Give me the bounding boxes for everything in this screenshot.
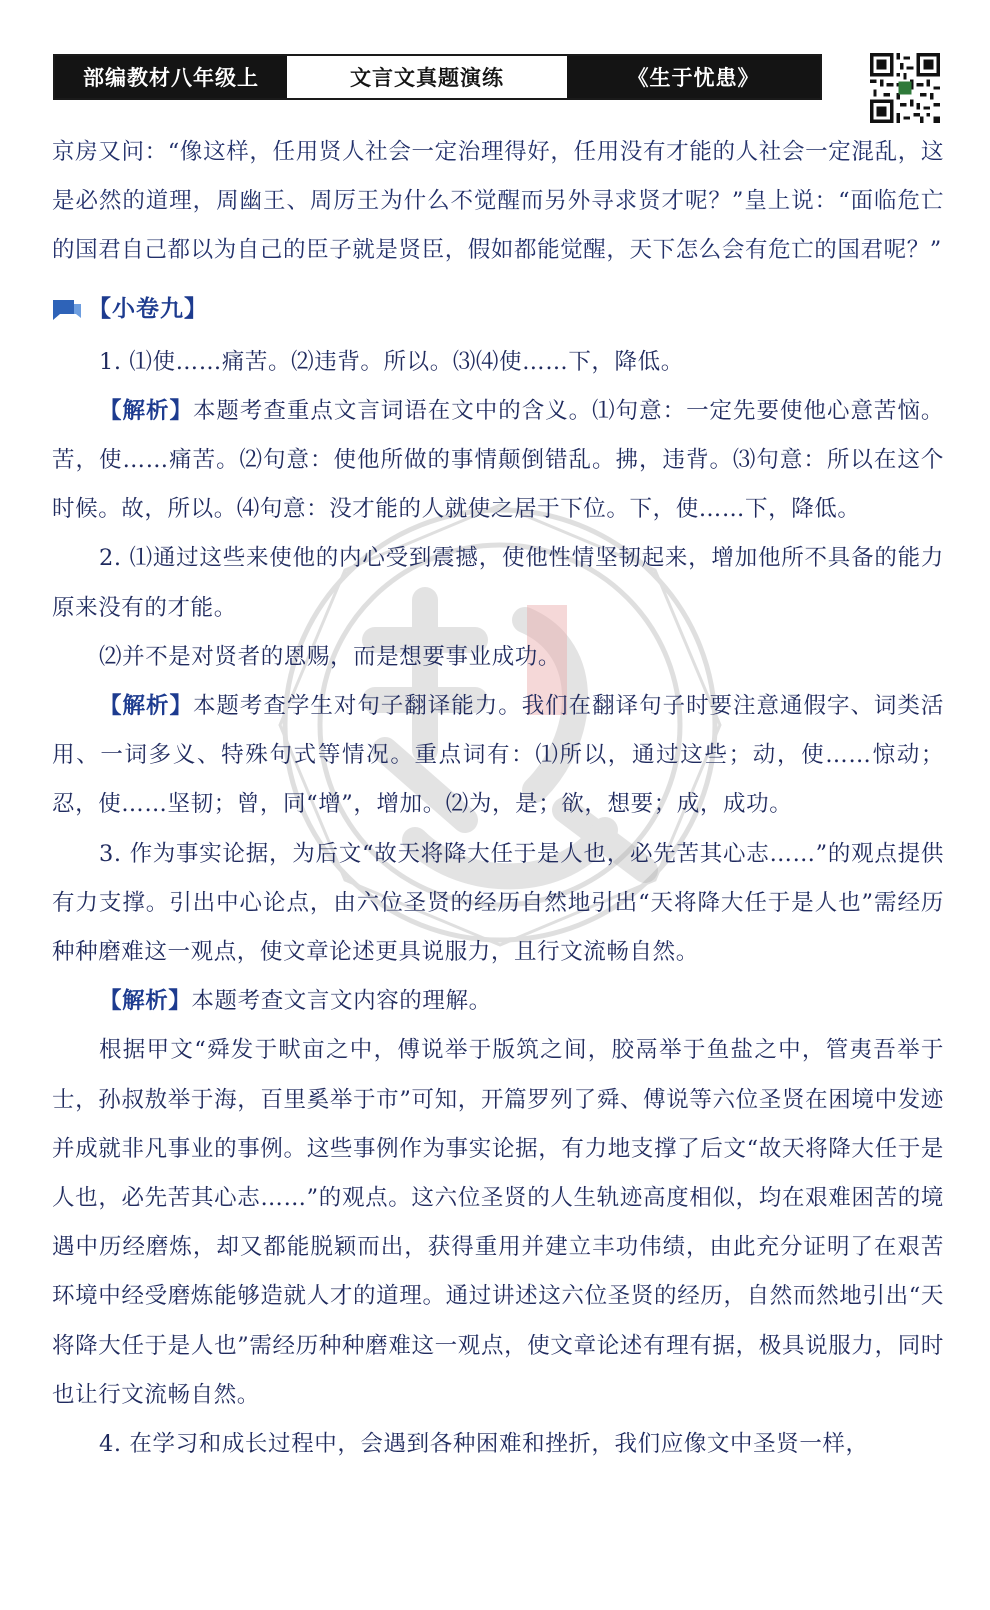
paragraph-text: 1. ⑴使……痛苦。⑵违背。所以。⑶⑷使……下，降低。: [99, 348, 684, 375]
analysis-tag: 【解析】: [99, 988, 192, 1015]
section-heading: [52, 286, 944, 338]
answer-paragraph: [52, 830, 944, 978]
header-grade: 部编教材八年级上: [55, 56, 287, 98]
analysis-paragraph: [52, 682, 944, 830]
analysis-tag: 【解析】: [99, 397, 193, 424]
answer-list: [52, 338, 944, 1470]
analysis-paragraph: [52, 977, 944, 1026]
page-content: [52, 128, 944, 1469]
paragraph-text: ⑵并不是对贤者的恩赐，而是想要事业成功。: [99, 643, 562, 670]
paragraph-text: 4. 在学习和成长过程中，会遇到各种困难和挫折，我们应像文中圣贤一样，: [99, 1431, 869, 1458]
analysis-paragraph: [52, 387, 944, 535]
answer-paragraph: [52, 1026, 944, 1420]
answer-paragraph: [52, 1420, 944, 1469]
answer-paragraph: [52, 534, 944, 632]
header-bar: [53, 54, 822, 100]
analysis-tag: 【解析】: [99, 693, 193, 720]
intro-paragraph: 京房又问：“像这样，任用贤人社会一定治理得好，任用没有才能的人社会一定混乱，这是必然的道理，周幽王、周厉王为什么不觉醒而另外寻求贤才呢？”皇上说：“面临危亡的国君自己都以为自己的臣子就是贤臣，假如都能觉醒，天下怎么会有危亡的国君呢？”: [52, 139, 944, 264]
paragraph-text: 本题考查学生对句子翻译能力。我们在翻译句子时要注意通假字、词类活用、一词多义、特殊句式等情况。重点词有：⑴所以，通过这些；动，使……惊动；忍，使……坚韧；曾，同“增”，增加。⑵为，是；欲，想要；成，成功。: [52, 693, 944, 818]
header-lesson: 《生于忧患》: [567, 56, 820, 98]
section-title: 【小卷九】: [88, 295, 208, 322]
bookmark-flag-icon: [52, 298, 82, 322]
paragraph-text: 本题考查重点文言词语在文中的含义。⑴句意：一定先要使他心意苦恼。苦，使……痛苦。⑵句意：使他所做的事情颠倒错乱。拂，违背。⑶句意：所以在这个时候。故，所以。⑷句意：没才能的人就使之居于下位。下，使……下，降低。: [52, 397, 944, 523]
paragraph-text: 本题考查文言文内容的理解。: [191, 988, 492, 1015]
qr-code-icon: [870, 53, 940, 123]
paragraph-text: 3. 作为事实论据，为后文“故天将降大任于是人也，必先苦其心志……”的观点提供有力支撑。引出中心论点，由六位圣贤的经历自然地引出“天将降大任于是人也”需经历种种磨难这一观点，使文章论述更具说服力，且行文流畅自然。: [52, 840, 944, 966]
answer-paragraph: [52, 338, 944, 387]
paragraph-text: 2. ⑴通过这些来使他的内心受到震撼，使他性情坚韧起来，增加他所不具备的能力原来没有的才能。: [52, 545, 944, 621]
paragraph-text: 根据甲文“舜发于畎亩之中，傅说举于版筑之间，胶鬲举于鱼盐之中，管夷吾举于士，孙叔敖举于海，百里奚举于市”可知，开篇罗列了舜、傅说等六位圣贤在困境中发迹并成就非凡事业的事例。这些事例作为事实论据，有力地支撑了后文“故天将降大任于是人也，必先苦其心志……”的观点。这六位圣贤的人生轨迹高度相似，均在艰难困苦的境遇中历经磨炼，却又都能脱颖而出，获得重用并建立丰功伟绩，由此充分证明了在艰苦环境中经受磨炼能够造就人才的道理。通过讲述这六位圣贤的经历，自然而然地引出“天将降大任于是人也”需经历种种磨难这一观点，使文章论述有理有据，极具说服力，同时也让行文流畅自然。: [52, 1037, 944, 1408]
header-topic: 文言文真题演练: [287, 56, 567, 98]
answer-paragraph: [52, 633, 944, 682]
